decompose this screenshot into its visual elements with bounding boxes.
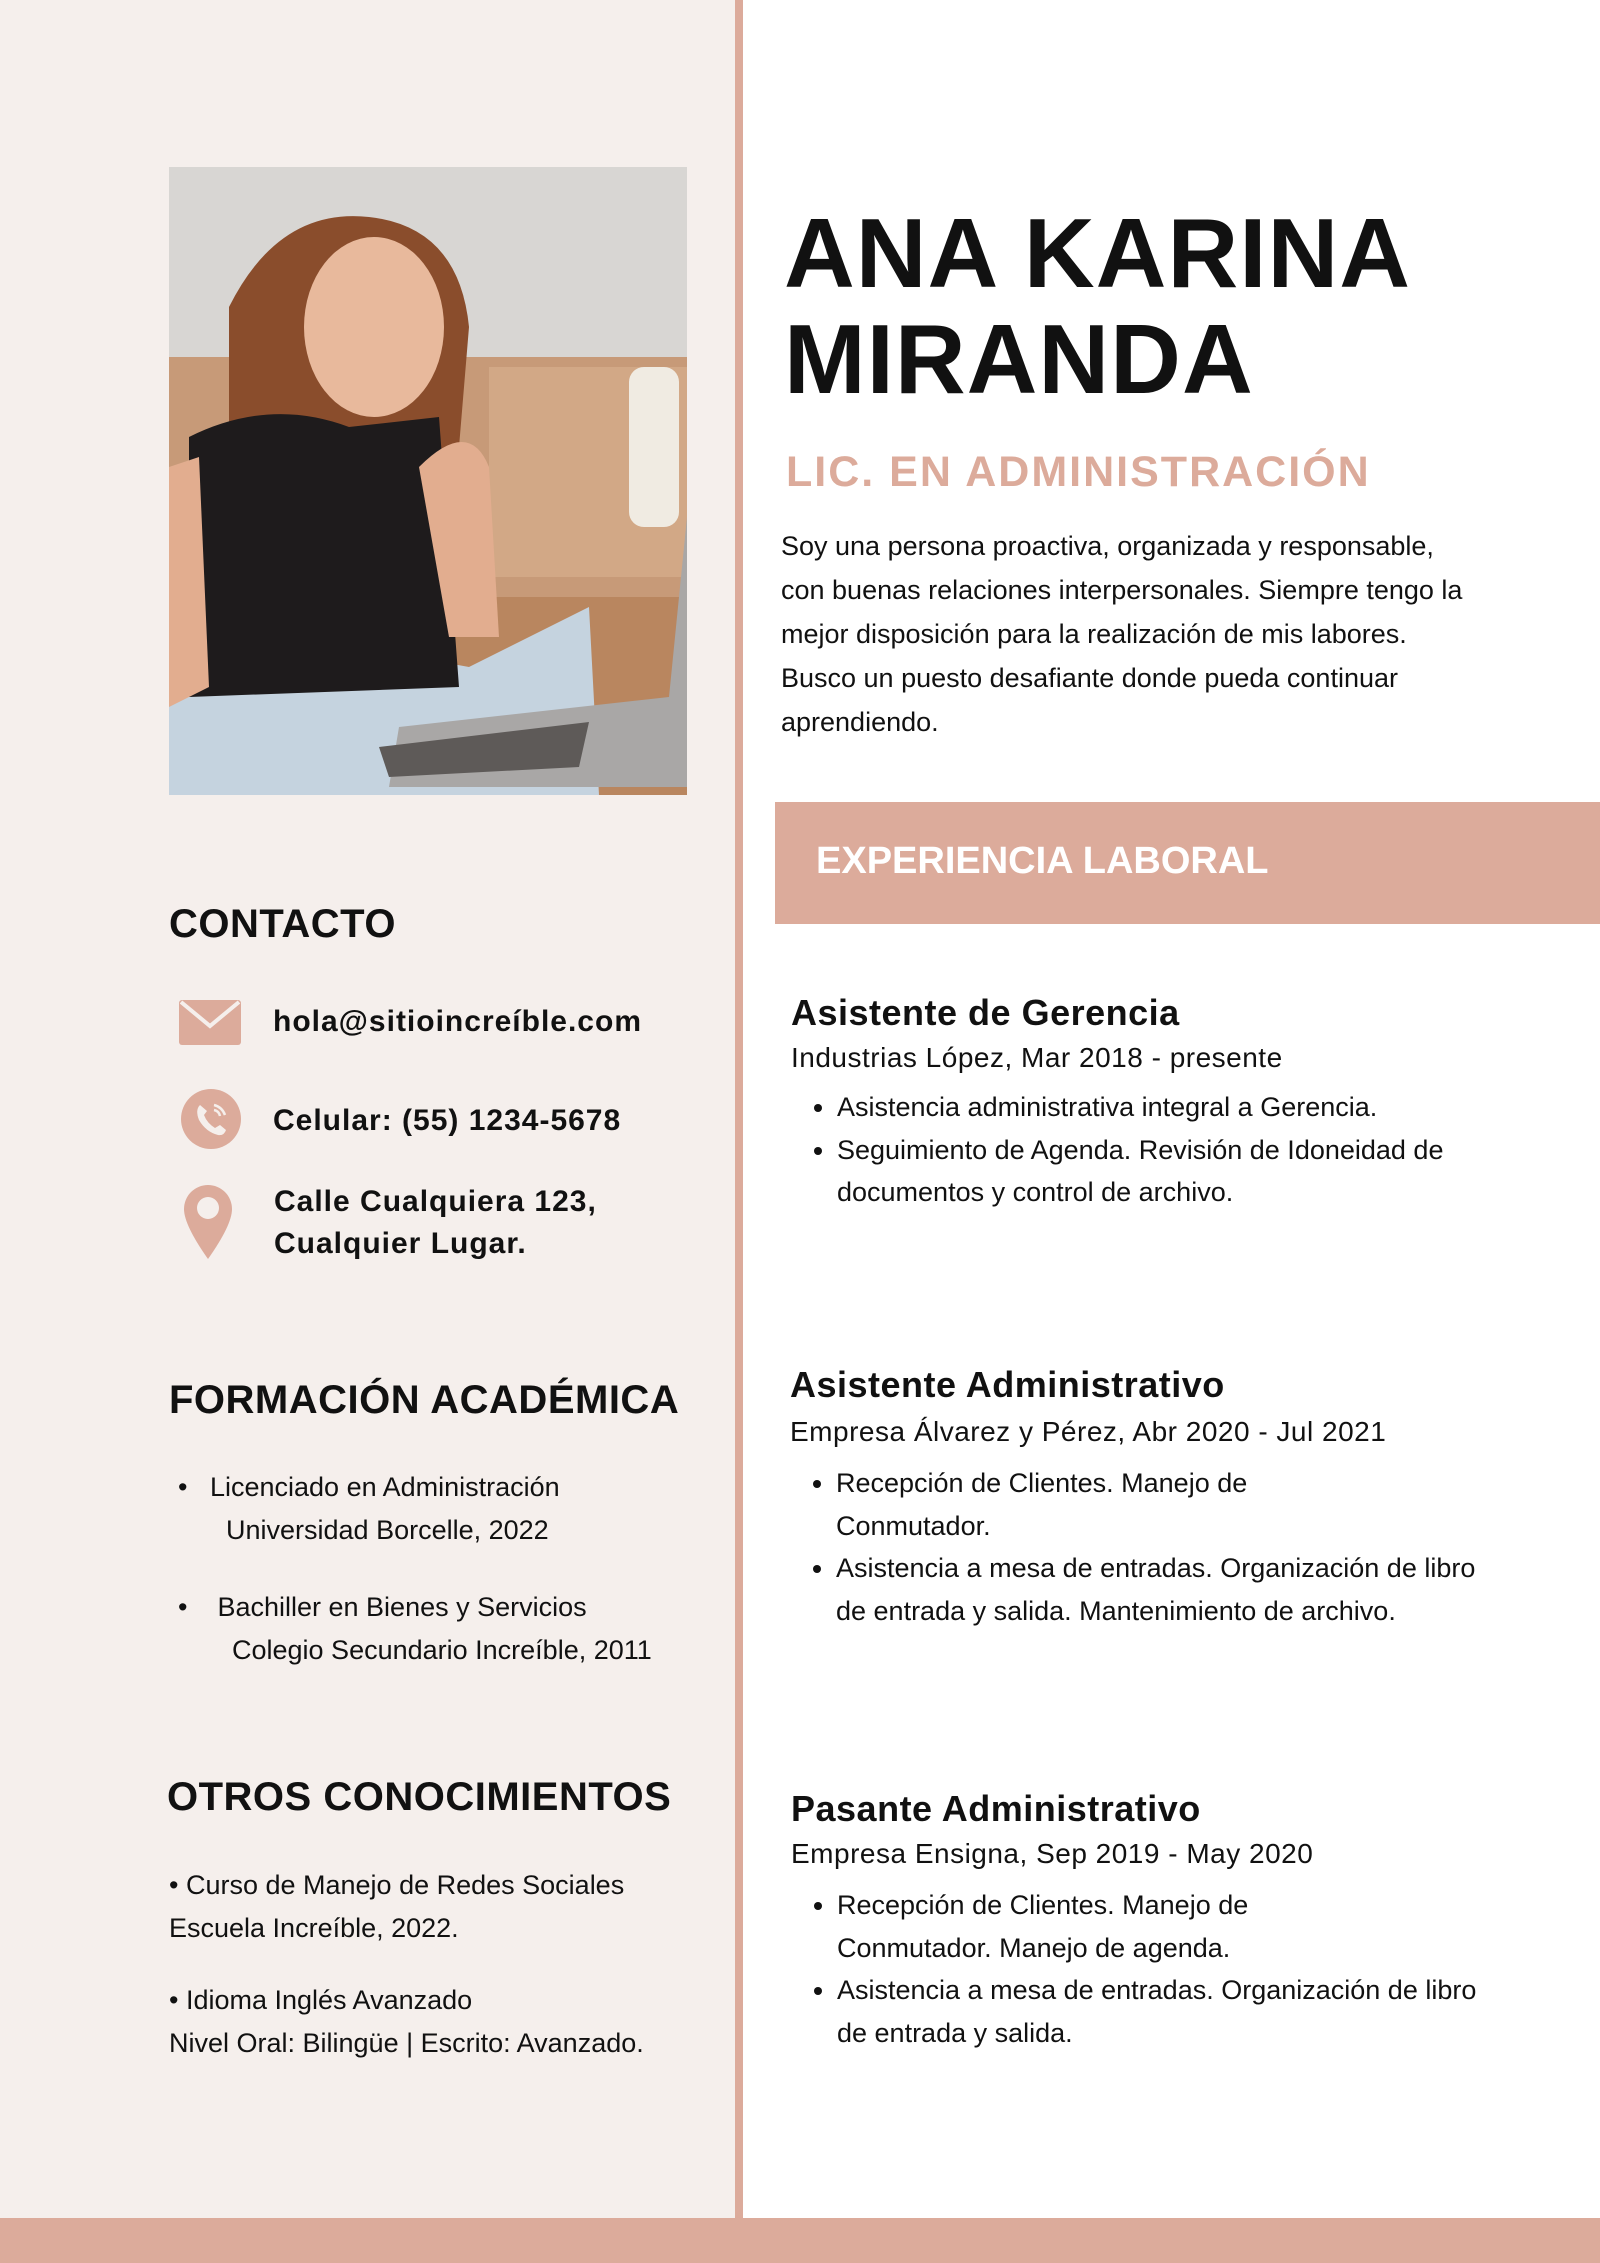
degree-text: Licenciado en Administración <box>209 1472 560 1502</box>
job-bullet: • Asistencia a mesa de entradas. Organización de libro de entrada y salida. <box>837 1969 1481 2054</box>
name-line-1: ANA KARINA <box>784 198 1411 308</box>
job-title: Asistente Administrativo <box>790 1364 1225 1405</box>
job-entry <box>791 1788 1481 2054</box>
contact-email[interactable]: hola@sitioincreíble.com <box>273 1005 642 1038</box>
address-line-1: Calle Cualquiera 123, <box>274 1185 597 1218</box>
education-school: Universidad Borcelle, 2022 <box>226 1515 549 1545</box>
job-company: Empresa Ensigna, Sep 2019 - May 2020 <box>791 1838 1314 1869</box>
address-line-2: Cualquier Lugar. <box>274 1227 527 1260</box>
other-item <box>169 1979 644 2065</box>
education-heading: FORMACIÓN ACADÉMICA <box>169 1378 680 1422</box>
name-line-2: MIRANDA <box>784 304 1254 414</box>
education-degree: • Bachiller en Bienes y Servicios <box>178 1592 587 1622</box>
job-bullet: • Recepción de Clientes. Manejo de Conmutador. <box>836 1462 1296 1547</box>
other-item-line1: • Curso de Manejo de Redes Sociales <box>169 1870 625 1900</box>
profile-photo <box>169 167 687 795</box>
education-degree: • Licenciado en Administración <box>178 1472 560 1502</box>
education-school: Colegio Secundario Increíble, 2011 <box>232 1635 652 1665</box>
education-item <box>178 1586 652 1672</box>
contact-address <box>274 1181 597 1265</box>
other-item <box>169 1864 624 1950</box>
contact-phone: Celular: (55) 1234-5678 <box>273 1104 622 1137</box>
professional-title: LIC. EN ADMINISTRACIÓN <box>786 448 1371 496</box>
other-item-line1: • Idioma Inglés Avanzado <box>169 1985 473 2015</box>
job-company: Empresa Álvarez y Pérez, Abr 2020 - Jul 2021 <box>790 1416 1387 1447</box>
email-icon <box>179 1000 241 1050</box>
profile-summary: Soy una persona proactiva, organizada y responsable, con buenas relaciones interpersonales. Siempre tengo la mejor disposición para la realización de mis labores. Busco un puesto desafiante donde pueda continuar aprendiendo. <box>781 531 1463 737</box>
experience-heading: EXPERIENCIA LABORAL <box>816 840 1269 882</box>
job-bullet: • Seguimiento de Agenda. Revisión de Idoneidad de documentos y control de archivo. <box>837 1129 1451 1214</box>
phone-icon <box>180 1088 242 1155</box>
job-entry <box>791 992 1451 1214</box>
job-title: Pasante Administrativo <box>791 1788 1201 1829</box>
job-entry <box>790 1364 1480 1632</box>
other-item-line2: Escuela Increíble, 2022. <box>169 1913 459 1943</box>
job-company: Industrias López, Mar 2018 - presente <box>791 1042 1283 1073</box>
job-bullet: • Asistencia a mesa de entradas. Organización de libro de entrada y salida. Mantenimiento de archivo. <box>836 1547 1480 1632</box>
education-item <box>178 1466 560 1552</box>
job-bullet: • Recepción de Clientes. Manejo de Conmutador. Manejo de agenda. <box>837 1884 1297 1969</box>
job-bullet: • Asistencia administrativa integral a Gerencia. <box>837 1086 1451 1129</box>
location-pin-icon <box>184 1185 232 1264</box>
other-item-line2: Nivel Oral: Bilingüe | Escrito: Avanzado. <box>169 2028 644 2058</box>
contact-heading: CONTACTO <box>169 902 396 946</box>
full-name <box>784 200 1411 412</box>
vertical-divider <box>735 0 743 2263</box>
job-title: Asistente de Gerencia <box>791 992 1180 1033</box>
other-knowledge-heading: OTROS CONOCIMIENTOS <box>167 1775 672 1819</box>
degree-text: Bachiller en Bienes y Servicios <box>217 1592 587 1622</box>
bottom-accent-bar <box>0 2218 1600 2263</box>
